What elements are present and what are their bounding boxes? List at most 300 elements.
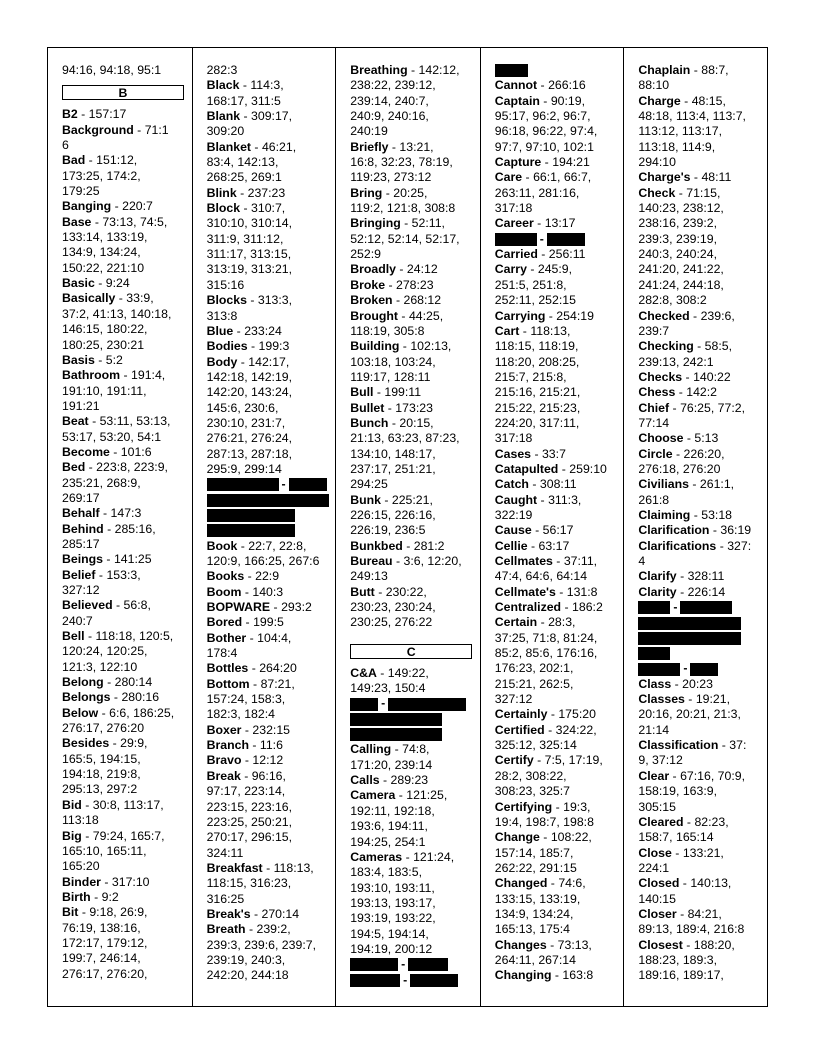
- page-line-refs: 12:12: [252, 753, 284, 768]
- index-entry: [638, 846, 761, 861]
- index-term: Career: [494, 216, 534, 231]
- index-entry: [62, 675, 186, 690]
- index-continuation-line: 165:20: [62, 859, 100, 874]
- index-term: Catapulted: [494, 461, 559, 476]
- page-line-refs: 199:3: [258, 339, 290, 354]
- page-line-refs: 328:11: [687, 569, 725, 584]
- page-line-refs: 5:2: [105, 352, 123, 367]
- index-entry: [207, 677, 330, 692]
- index-continuation-line: 142:18, 142:19,: [206, 369, 293, 384]
- index-entry: [350, 585, 474, 600]
- index-continuation-line: 239:7: [638, 323, 670, 338]
- index-continuation-line: 192:11, 192:18,: [350, 803, 435, 818]
- index-continuation-line: 134:10, 148:17,: [350, 446, 436, 461]
- index-entry: [62, 552, 186, 567]
- page-line-refs: 22:7, 22:8,: [248, 538, 307, 553]
- index-entry: [62, 875, 186, 890]
- page-line-refs: 310:7,: [251, 201, 286, 216]
- index-term: Bed: [62, 460, 86, 475]
- index-continuation-line: 133:14, 133:19,: [62, 230, 148, 245]
- index-term: Charge: [638, 93, 681, 108]
- index-column-3: [336, 48, 481, 1006]
- index-continuation-line: 252:9: [350, 247, 381, 262]
- index-term: Bottles: [206, 661, 249, 676]
- index-entry: [495, 462, 618, 477]
- index-entry: [350, 293, 474, 308]
- page-line-refs: 56:17: [542, 523, 574, 538]
- index-continuation-line: 83:4, 142:13,: [206, 155, 279, 170]
- index-entry: [350, 416, 474, 431]
- term-separator: -: [541, 155, 553, 170]
- index-term: Carried: [494, 247, 538, 262]
- index-entry: [62, 153, 186, 168]
- index-entry: [638, 339, 761, 354]
- index-term: Chess: [638, 385, 676, 400]
- page-line-refs: 53:18: [701, 507, 733, 522]
- index-continuation-line: 88:10: [638, 78, 670, 93]
- index-continuation-line: 134:9, 134:24,: [494, 906, 574, 921]
- index-entry: [638, 170, 761, 185]
- index-term: Cellmates: [494, 554, 553, 568]
- index-entry: [207, 293, 330, 308]
- index-continuation-line: 224:20, 317:11,: [494, 415, 580, 430]
- index-continuation-line: 324:11: [206, 845, 244, 860]
- index-entry: [350, 63, 474, 78]
- index-continuation-line: 119:2, 121:8, 308:8: [350, 201, 456, 216]
- index-continuation-line: 285:17: [62, 536, 100, 551]
- index-continuation-line: 120:24, 120:25,: [62, 644, 148, 659]
- index-continuation-line: 113:18: [62, 813, 99, 828]
- term-separator: -: [684, 692, 696, 707]
- redaction-dash: -: [381, 696, 386, 711]
- term-separator: -: [109, 736, 121, 751]
- term-separator: -: [669, 400, 681, 415]
- term-separator: -: [246, 293, 258, 308]
- index-continuation-line: 226:15, 226:16,: [350, 507, 436, 522]
- index-entry: [207, 723, 330, 738]
- redaction-block: [350, 974, 400, 987]
- index-entry: [495, 523, 618, 538]
- index-term: Change: [494, 830, 540, 845]
- index-entry: [638, 63, 761, 78]
- index-term: Big: [62, 828, 82, 843]
- term-separator: -: [245, 922, 257, 937]
- index-entry: [207, 324, 330, 339]
- index-entry: [62, 291, 186, 306]
- index-term: Break: [206, 768, 241, 783]
- index-term: Basically: [62, 291, 116, 306]
- index-term: Believed: [62, 598, 113, 613]
- term-separator: -: [395, 262, 407, 277]
- index-term: Black: [206, 78, 240, 93]
- redacted-entry: [638, 600, 761, 615]
- index-continuation-line: 264:11, 267:14: [494, 952, 576, 967]
- index-continuation-line: 20:16, 20:21, 21:3,: [638, 707, 741, 722]
- index-continuation-line: 133:15, 133:19,: [494, 891, 581, 906]
- term-separator: -: [244, 569, 256, 584]
- index-continuation-line: 268:25, 269:1: [206, 170, 282, 185]
- index-entry: [638, 569, 761, 584]
- term-separator: -: [533, 753, 545, 768]
- index-continuation-line: 37:25, 71:8, 81:24,: [494, 630, 598, 645]
- index-continuation-line: 150:22, 221:10: [62, 260, 145, 275]
- index-term: BOPWARE: [206, 600, 271, 615]
- term-separator: -: [85, 460, 97, 475]
- index-page-frame: [47, 47, 768, 1007]
- index-continuation-line: 113:12, 113:17,: [638, 124, 723, 139]
- index-continuation-line: 120:9, 166:25, 267:6: [206, 554, 320, 568]
- redaction-block: [410, 974, 458, 987]
- page-line-refs: 142:12,: [418, 63, 460, 77]
- index-continuation-line: 251:5, 251:8,: [494, 277, 567, 292]
- index-term: Briefly: [350, 139, 389, 154]
- index-term: Binder: [62, 874, 101, 889]
- redaction-block: [638, 617, 741, 630]
- index-continuation-line: 327:12: [62, 583, 100, 597]
- index-term: Checked: [638, 308, 690, 323]
- page-line-refs: 46:21,: [261, 139, 297, 154]
- term-separator: -: [675, 185, 687, 200]
- index-term: Closed: [638, 876, 680, 891]
- index-continuation-line: 145:6, 230:6,: [206, 400, 279, 415]
- index-term: Changed: [494, 876, 548, 891]
- term-separator: -: [384, 400, 396, 415]
- index-term: Certifying: [494, 799, 553, 814]
- index-term: Blank: [206, 109, 241, 124]
- index-term: Bid: [62, 797, 82, 812]
- term-separator: -: [527, 538, 539, 553]
- term-separator: -: [528, 477, 540, 492]
- index-term: Block: [206, 201, 241, 216]
- page-line-refs: 173:23: [395, 400, 433, 415]
- index-continuation-line: 118:15, 316:23,: [206, 876, 292, 891]
- index-term: Catch: [494, 477, 529, 492]
- index-continuation-line: 194:5, 194:14,: [350, 926, 429, 941]
- index-term: Carrying: [494, 308, 546, 323]
- term-separator: -: [103, 521, 115, 536]
- index-entry: [350, 339, 474, 354]
- index-continuation-line: 183:4, 183:5,: [350, 865, 422, 880]
- index-entry: [638, 370, 761, 385]
- index-term: Bell: [62, 629, 85, 644]
- index-term: Changing: [494, 968, 552, 983]
- term-separator: -: [671, 676, 683, 691]
- index-continuation-line: 193:6, 194:11,: [350, 819, 428, 834]
- page-line-refs: 19:3,: [563, 799, 591, 814]
- index-continuation-line: 77:14: [638, 415, 670, 430]
- index-term: Cameras: [350, 849, 403, 864]
- index-entry: [350, 262, 474, 277]
- index-term: Behind: [62, 521, 104, 536]
- index-continuation-line: 180:25, 230:21: [62, 337, 145, 352]
- index-continuation-line: 97:17, 223:14,: [206, 784, 286, 799]
- index-term: Bunkbed: [350, 538, 403, 553]
- index-entry: [638, 94, 761, 109]
- page-line-refs: 270:14: [261, 906, 300, 921]
- page-line-refs: 199:11: [384, 385, 422, 400]
- page-line-refs: 84:21,: [687, 906, 722, 921]
- page-line-refs: 194:21: [552, 155, 590, 170]
- term-separator: -: [682, 937, 694, 952]
- index-continuation-line: 140:15: [638, 891, 676, 906]
- page-line-refs: 9:18, 26:9,: [89, 905, 148, 920]
- term-separator: -: [690, 63, 702, 77]
- redaction-block: [495, 64, 528, 77]
- index-term: Banging: [62, 199, 112, 214]
- index-term: Boxer: [206, 722, 242, 737]
- index-term: Butt: [350, 584, 375, 599]
- index-entry: [62, 199, 186, 214]
- index-continuation-line: 313:8: [206, 308, 238, 323]
- index-entry: [495, 830, 618, 845]
- term-separator: -: [376, 665, 388, 680]
- index-term: Choose: [638, 431, 684, 446]
- page-line-refs: 261:1,: [699, 477, 735, 492]
- index-continuation-line: 47:4, 64:6, 64:14: [494, 569, 588, 584]
- redacted-entry: [207, 493, 330, 508]
- term-separator: -: [77, 107, 89, 122]
- redaction-block: [388, 698, 466, 711]
- page-line-refs: 121:25,: [406, 788, 448, 803]
- term-separator: -: [682, 369, 694, 384]
- index-continuation-line: 295:13, 297:2: [62, 782, 138, 797]
- term-separator: -: [95, 567, 107, 582]
- index-term: Clarify: [638, 569, 677, 584]
- page-line-refs: 220:7: [122, 199, 153, 214]
- index-continuation-line: 261:8: [638, 492, 670, 507]
- index-entry: [495, 155, 618, 170]
- index-term: Caught: [494, 492, 538, 507]
- term-separator: -: [547, 876, 559, 891]
- index-entry: [207, 738, 330, 753]
- term-separator: -: [552, 554, 564, 568]
- term-separator: -: [251, 139, 262, 154]
- index-entry: [638, 477, 761, 492]
- term-separator: -: [672, 446, 684, 461]
- page-line-refs: 19:21,: [695, 692, 731, 707]
- index-entry: [495, 554, 618, 569]
- redacted-entry: [495, 63, 618, 78]
- index-continuation-line: 276:21, 276:24,: [206, 431, 293, 446]
- term-separator: -: [690, 507, 702, 522]
- index-term: Care: [494, 170, 523, 185]
- term-separator: -: [399, 339, 411, 354]
- redacted-entry: [207, 523, 330, 538]
- index-entry: [62, 353, 186, 368]
- term-separator: -: [551, 968, 563, 983]
- index-continuation-line: 239:14, 240:7,: [350, 93, 429, 108]
- index-entry: [62, 690, 186, 705]
- index-term: Clarification: [638, 523, 710, 538]
- index-continuation-line: 118:15, 118:19,: [494, 339, 579, 354]
- index-continuation-line: 178:4: [206, 646, 238, 661]
- index-column-2: [193, 48, 337, 1006]
- index-entry: [350, 742, 474, 757]
- term-separator: -: [241, 584, 253, 599]
- index-term: Bored: [206, 615, 243, 630]
- index-entry: [638, 585, 761, 600]
- term-separator: -: [546, 937, 558, 952]
- page-line-refs: 133:21,: [682, 845, 724, 860]
- term-separator: -: [241, 753, 253, 768]
- index-term: Blocks: [206, 293, 247, 308]
- index-term: Broke: [350, 277, 386, 292]
- index-term: Clear: [638, 768, 670, 783]
- page-line-refs: 147:3: [110, 506, 142, 521]
- page-line-refs: 131:8: [566, 584, 598, 599]
- redaction-block: [289, 478, 327, 491]
- index-continuation-line: 237:17, 251:21,: [350, 461, 436, 476]
- index-term: Blue: [206, 323, 234, 338]
- section-letter-heading: C: [350, 644, 472, 659]
- index-continuation-line: 322:19: [494, 507, 533, 522]
- index-term: Cleared: [638, 814, 684, 829]
- index-entry: [207, 769, 330, 784]
- index-entry: [207, 600, 330, 615]
- term-separator: -: [247, 339, 259, 354]
- index-continuation-line: 182:3, 182:4: [206, 707, 275, 722]
- index-entry: [207, 539, 330, 554]
- index-entry: [350, 278, 474, 293]
- index-term: Bullet: [350, 400, 385, 415]
- index-term: Cart: [494, 323, 520, 338]
- index-continuation-line: 19:4, 198:7, 198:8: [494, 814, 594, 829]
- index-continuation-line: 226:19, 236:5: [350, 523, 426, 538]
- index-entry: [62, 522, 186, 537]
- redaction-dash: -: [401, 957, 406, 972]
- index-continuation-line: 305:15: [638, 799, 676, 814]
- term-separator: -: [547, 707, 559, 722]
- index-continuation-line: 199:7, 246:14,: [62, 951, 141, 966]
- redaction-block: [495, 233, 537, 246]
- index-term: Blink: [206, 185, 237, 200]
- index-continuation-line: 215:22, 215:23,: [494, 400, 581, 415]
- redaction-block: [638, 647, 670, 660]
- page-line-refs: 313:3,: [257, 293, 293, 308]
- index-term: Bring: [350, 185, 383, 200]
- index-continuation-line: 242:20, 244:18: [206, 968, 289, 983]
- page-line-refs: 114:3,: [250, 78, 284, 93]
- index-continuation-line: 94:16, 94:18, 95:1: [62, 63, 162, 77]
- page-line-refs: 293:2: [281, 600, 312, 615]
- page-line-refs: 232:15: [252, 722, 291, 737]
- index-column-4: [481, 48, 625, 1006]
- redaction-block: [350, 713, 442, 726]
- index-continuation-line: 269:17: [62, 490, 100, 505]
- index-term: Clarity: [638, 584, 677, 599]
- index-entry: [207, 661, 330, 676]
- page-line-refs: 163:8: [562, 968, 594, 983]
- page-line-refs: 73:13, 74:5,: [102, 214, 168, 229]
- page-line-refs: 153:3,: [106, 567, 141, 582]
- term-separator: -: [522, 170, 534, 185]
- index-entry: [62, 414, 186, 429]
- index-continuation-line: 235:21, 268:9,: [62, 475, 141, 490]
- term-separator: -: [398, 308, 409, 323]
- index-term: Clarifications: [638, 538, 717, 553]
- page-line-refs: 225:21,: [391, 492, 433, 507]
- index-term: Breath: [206, 922, 246, 937]
- page-line-refs: 44:25,: [408, 308, 444, 323]
- page-line-refs: 278:23: [395, 277, 434, 292]
- index-continuation-line: 194:19, 200:12: [350, 941, 433, 956]
- term-separator: -: [537, 78, 549, 93]
- redaction-dash: -: [403, 972, 408, 987]
- index-continuation-line: 238:22, 239:12,: [350, 78, 436, 93]
- index-term: Cause: [494, 523, 532, 538]
- index-entry: [638, 815, 761, 830]
- page-line-refs: 11:6: [259, 738, 283, 753]
- term-separator: -: [531, 446, 542, 461]
- index-entry: [62, 598, 186, 613]
- index-entry: [495, 262, 618, 277]
- redaction-block: [690, 663, 718, 676]
- index-continuation-line: 311:17, 313:15,: [206, 247, 292, 262]
- term-separator: -: [392, 554, 404, 568]
- index-term: Bureau: [350, 554, 393, 568]
- page-line-refs: 175:20: [558, 707, 596, 722]
- page-line-refs: 48:15,: [691, 93, 726, 108]
- page-line-refs: 33:9,: [126, 291, 154, 306]
- redaction-block: [638, 632, 741, 645]
- page-line-refs: 281:2: [413, 538, 445, 553]
- term-separator: -: [99, 506, 111, 521]
- index-continuation-line: 171:20, 239:14: [350, 757, 433, 772]
- term-separator: -: [555, 584, 567, 599]
- index-continuation-line: 146:15, 180:22,: [62, 322, 148, 337]
- index-entry: [350, 493, 474, 508]
- page-line-refs: 268:12: [403, 293, 442, 308]
- index-term: Broadly: [350, 262, 396, 277]
- index-entry: [495, 539, 618, 554]
- index-entry: [495, 876, 618, 891]
- term-separator: -: [379, 773, 391, 788]
- index-entry: [62, 276, 186, 291]
- page-line-refs: 71:1: [144, 122, 169, 137]
- page-line-refs: 317:10: [111, 874, 150, 889]
- index-continuation-line: 252:11, 252:15: [494, 293, 576, 308]
- index-entry: [207, 907, 330, 922]
- page-line-refs: 90:19,: [550, 93, 586, 108]
- index-continuation-line: 295:9, 299:14: [206, 461, 282, 476]
- term-separator: -: [380, 492, 392, 507]
- term-separator: -: [103, 552, 114, 567]
- term-separator: -: [120, 368, 132, 383]
- index-entry: [638, 385, 761, 400]
- index-continuation-line: 157:14, 185:7,: [494, 845, 574, 860]
- index-term: Civilians: [638, 477, 689, 492]
- term-separator: -: [111, 199, 123, 214]
- page-line-refs: 101:6: [120, 444, 152, 459]
- index-term: Cellie: [494, 538, 528, 553]
- page-line-refs: 28:3,: [548, 615, 576, 630]
- index-continuation-line: 262:22, 291:15: [494, 860, 577, 875]
- index-column-1: [48, 48, 193, 1006]
- page-line-refs: 309:17,: [251, 109, 293, 124]
- index-continuation-line: 276:17, 276:20: [62, 721, 145, 736]
- page-line-refs: 118:18, 120:5,: [95, 629, 174, 644]
- index-entry: [495, 707, 618, 722]
- term-separator: -: [109, 444, 121, 459]
- redacted-entry: [638, 631, 761, 646]
- index-continuation-line: 188:23, 189:3,: [638, 952, 718, 967]
- index-continuation-line: 165:5, 194:15,: [62, 751, 141, 766]
- index-term: Book: [206, 538, 238, 553]
- term-separator: -: [537, 615, 549, 630]
- index-continuation-line: 158:7, 165:14: [638, 830, 714, 845]
- page-line-refs: 20:25,: [393, 185, 428, 200]
- index-continuation-line: 194:18, 219:8,: [62, 767, 141, 782]
